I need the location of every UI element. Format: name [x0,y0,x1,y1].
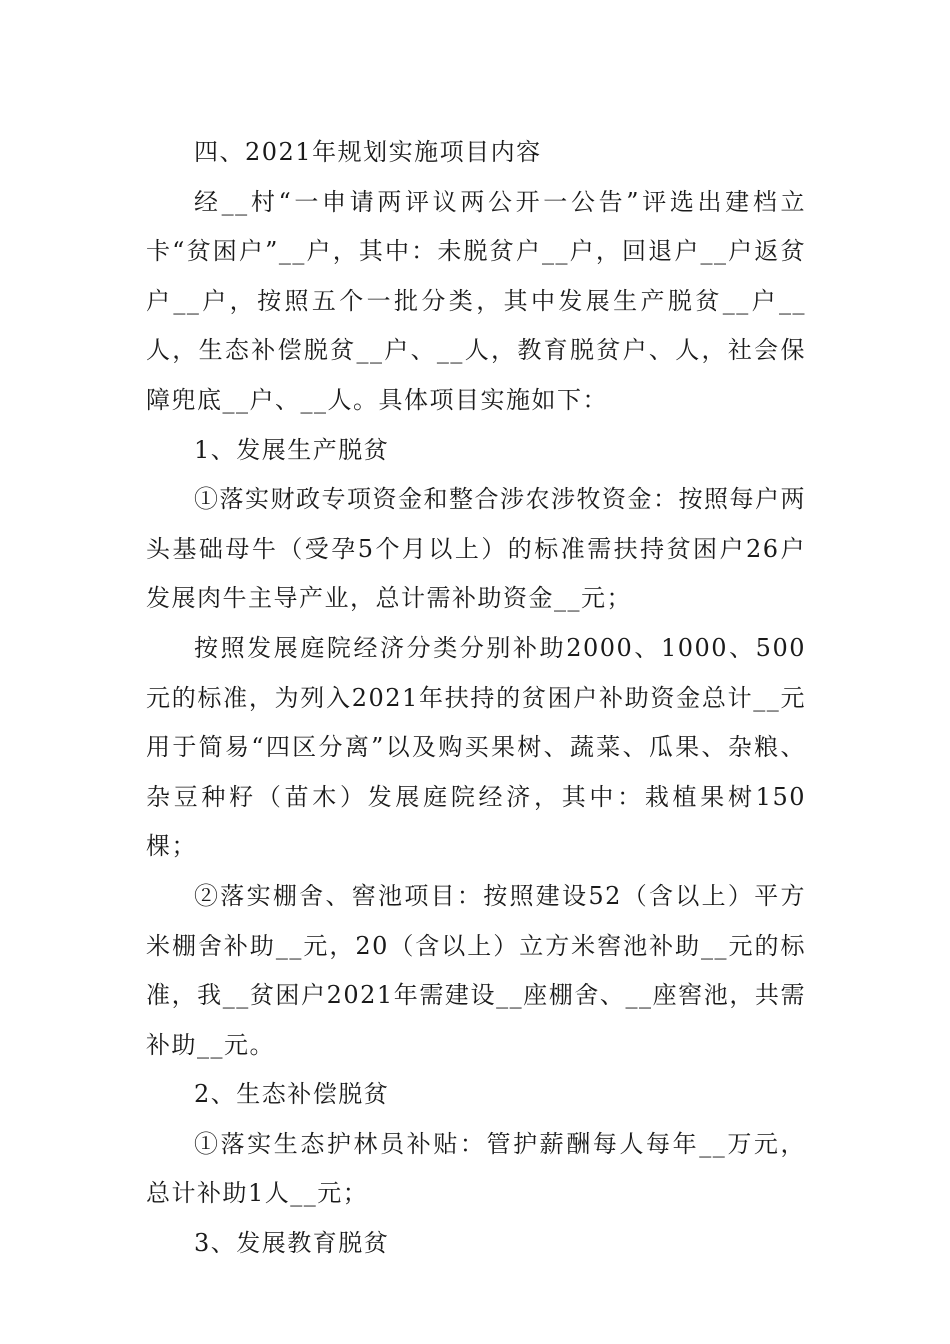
paragraph-courtyard-economy: 按照发展庭院经济分类分别补助2000、1000、500元的标准，为列入2021年扶持的贫困户补助资金总计__元用于简易“四区分离”以及购买果树、蔬菜、瓜果、杂粮、杂豆种籽（苗木）发展庭院经济，其中：栽植果树150棵； [146,633,806,861]
paragraph-cattle-funding: ①落实财政专项资金和整合涉农涉牧资金：按照每户两头基础母牛（受孕5个月以上）的标准需扶持贫困户26户发展肉牛主导产业，总计需补助资金__元； [146,485,806,613]
subheading-education: 3、发展教育脱贫 [194,1229,390,1258]
paragraph-overview: 经__村“一申请两评议两公开一公告”评选出建档立卡“贫困户”__户，其中：未脱贫户__户，回退户__户返贫户__户，按照五个一批分类，其中发展生产脱贫__户__人，生态补偿脱贫__户、__人，教育脱贫户、人，社会保障兜底__户、__人。具体项目实施如下： [146,187,806,414]
subheading-ecology: 2、生态补偿脱贫 [194,1080,390,1109]
subheading-production: 1、发展生产脱贫 [194,435,390,464]
paragraph-forest-ranger: ①落实生态护林员补贴：管护薪酬每人每年__万元，总计补助1人__元； [146,1129,806,1208]
document-body [146,128,806,1269]
paragraph-shed-cellar: ②落实棚舍、窖池项目：按照建设52（含以上）平方米棚舍补助__元，20（含以上）立方米窖池补助__元的标准，我__贫困户2021年需建设__座棚舍、__座窖池，共需补助__元。 [146,881,806,1059]
section-heading-plan: 四、2021年规划实施项目内容 [194,138,542,166]
